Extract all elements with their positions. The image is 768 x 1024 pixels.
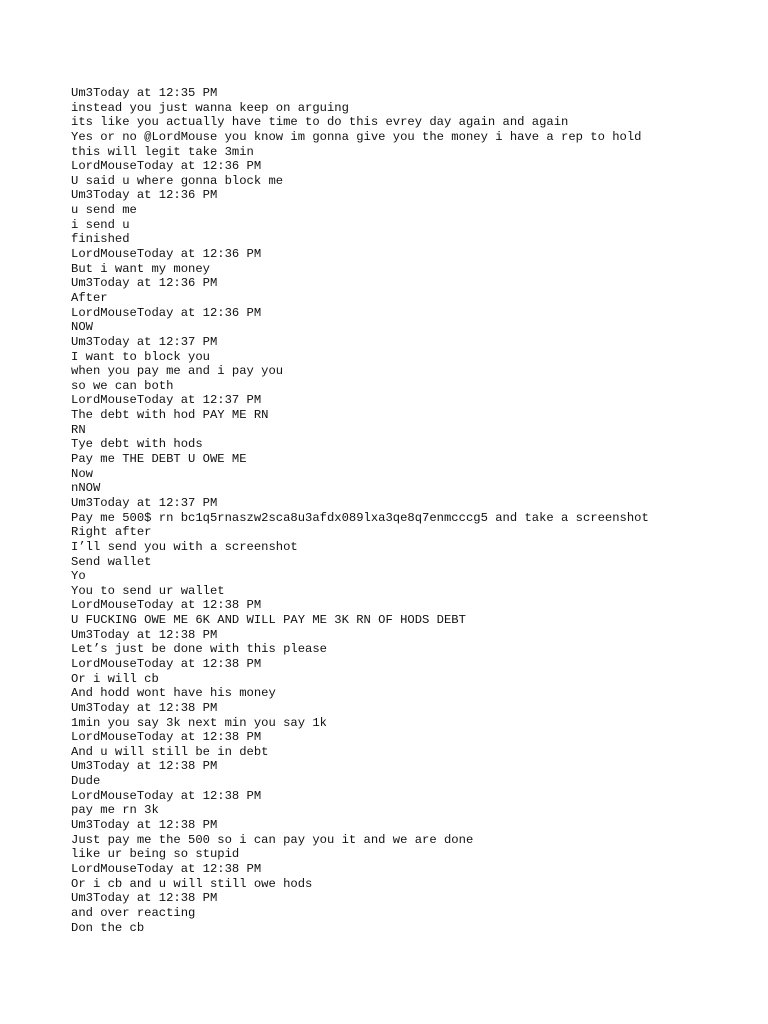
message-text-line: NOW [71,320,93,335]
message-header-line: LordMouseToday at 12:36 PM [71,305,262,320]
message-text-line: Don the cb [71,920,145,935]
message-header-line: Um3Today at 12:36 PM [71,276,218,291]
message-text-line: The debt with hod PAY ME RN [71,408,269,423]
message-text-line: RN [71,422,86,437]
message-text-line: Tye debt with hods [71,437,203,452]
message-text-line: instead you just wanna keep on arguing [71,100,349,115]
message-text-line: Now [71,466,93,481]
message-text-line: its like you actually have time to do this evrey day again and again [71,115,569,130]
message-text-line: nNOW [71,481,101,496]
message-text-line: I’ll send you with a screenshot [71,539,298,554]
message-text-line: I want to block you [71,349,210,364]
message-text-line: finished [71,232,130,247]
message-text-line: Pay me THE DEBT U OWE ME [71,452,247,467]
message-header-line: LordMouseToday at 12:38 PM [71,730,262,745]
message-text-line: Yes or no @LordMouse you know im gonna give you the money i have a rep to hold [71,129,642,144]
message-text-line: Dude [71,774,101,789]
message-text-line: After [71,290,108,305]
message-text-line: so we can both [71,378,174,393]
message-text-line: U FUCKING OWE ME 6K AND WILL PAY ME 3K RN OF HODS DEBT [71,613,466,628]
message-text-line: U said u where gonna block me [71,173,284,188]
message-header-line: LordMouseToday at 12:38 PM [71,788,262,803]
message-text-line: Or i will cb [71,671,159,686]
message-header-line: Um3Today at 12:38 PM [71,627,218,642]
message-text-line: pay me rn 3k [71,803,159,818]
message-header-line: Um3Today at 12:37 PM [71,334,218,349]
message-text-line: Send wallet [71,554,152,569]
message-header-line: Um3Today at 12:36 PM [71,188,218,203]
message-text-line: You to send ur wallet [71,583,225,598]
message-header-line: Um3Today at 12:38 PM [71,891,218,906]
message-text-line: like ur being so stupid [71,847,240,862]
message-header-line: LordMouseToday at 12:38 PM [71,861,262,876]
message-header-line: LordMouseToday at 12:38 PM [71,598,262,613]
message-text-line: when you pay me and i pay you [71,364,284,379]
message-header-line: Um3Today at 12:35 PM [71,86,218,100]
message-text-line: Let’s just be done with this please [71,642,327,657]
message-text-line: 1min you say 3k next min you say 1k [71,715,327,730]
message-text-line: and over reacting [71,905,196,920]
message-text-line: And hodd wont have his money [71,686,276,701]
message-text-line: Yo [71,569,86,584]
message-text-line: Or i cb and u will still owe hods [71,876,313,891]
message-text-line: Right after [71,525,152,540]
message-header-line: LordMouseToday at 12:38 PM [71,656,262,671]
message-text-line: this will legit take 3min [71,144,254,159]
message-header-line: LordMouseToday at 12:36 PM [71,247,262,262]
message-text-line: i send u [71,217,130,232]
message-text-line: Pay me 500$ rn bc1q5rnaszw2sca8u3afdx089lxa3qe8q7enmcccg5 and take a screenshot [71,510,649,525]
message-header-line: Um3Today at 12:38 PM [71,759,218,774]
message-text-line: And u will still be in debt [71,744,269,759]
message-text-line: Just pay me the 500 so i can pay you it and we are done [71,832,474,847]
message-header-line: Um3Today at 12:37 PM [71,495,218,510]
message-text-line: But i want my money [71,261,210,276]
chat-transcript [71,86,761,935]
message-header-line: LordMouseToday at 12:37 PM [71,393,262,408]
message-header-line: LordMouseToday at 12:36 PM [71,159,262,174]
message-header-line: Um3Today at 12:38 PM [71,818,218,833]
message-header-line: Um3Today at 12:38 PM [71,700,218,715]
message-text-line: u send me [71,203,137,218]
